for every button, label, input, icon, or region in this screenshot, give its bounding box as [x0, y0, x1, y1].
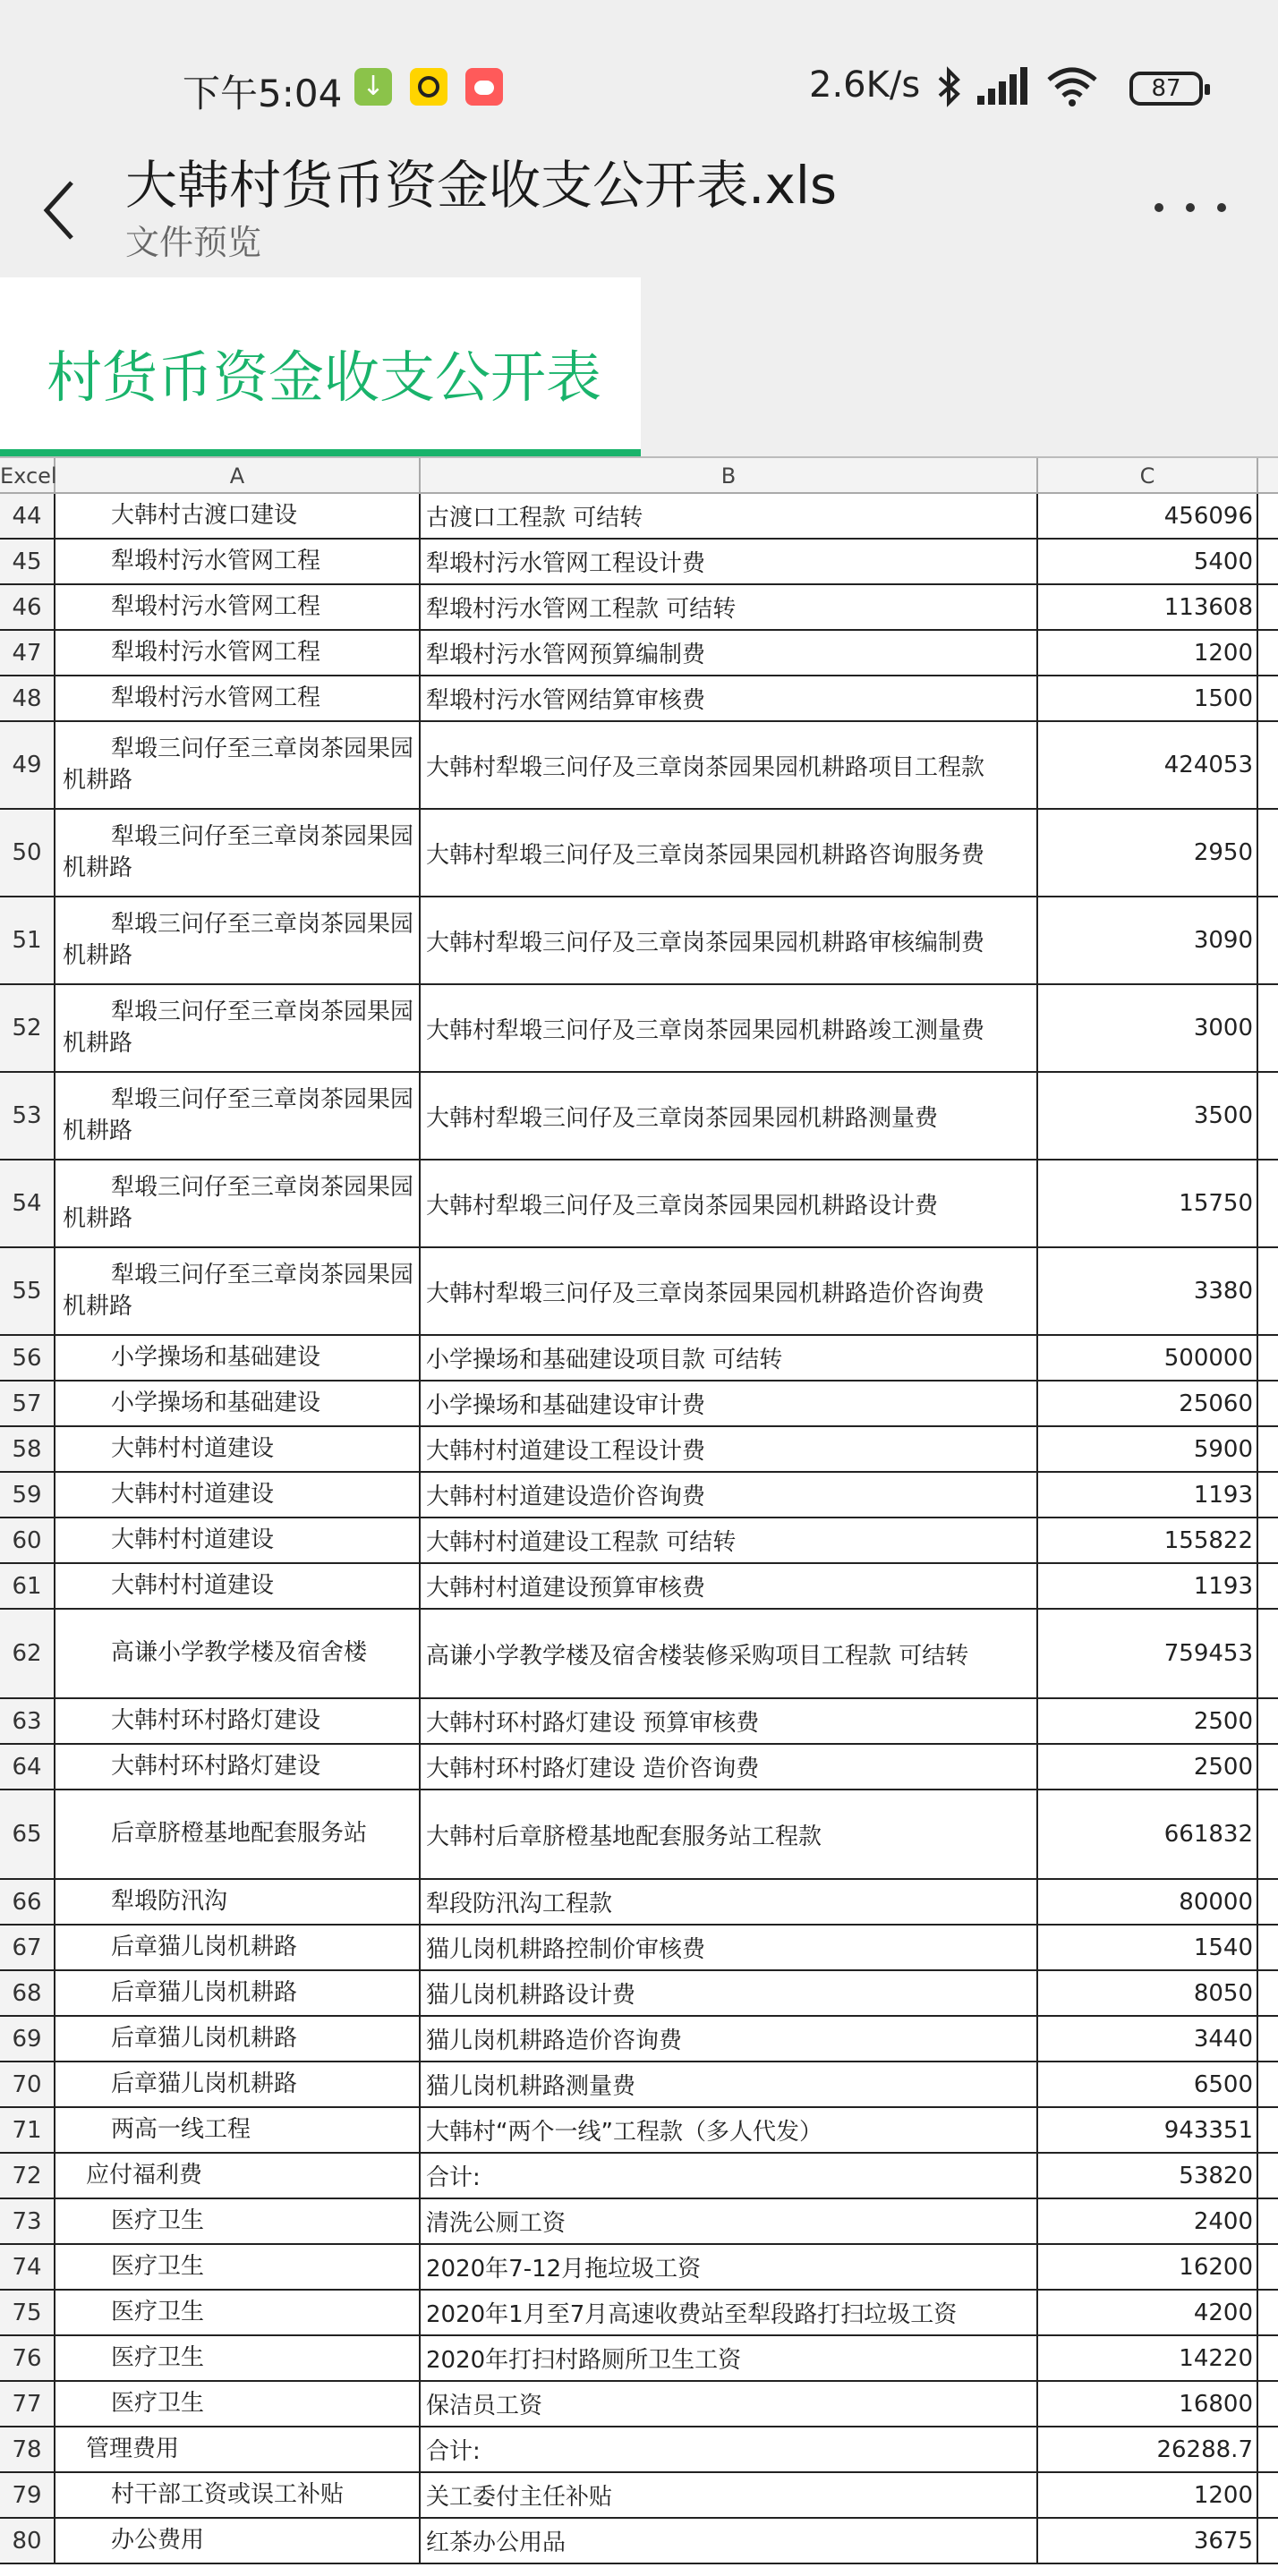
cell-b[interactable]: 大韩村村道建设造价咨询费	[421, 1473, 1038, 1517]
status-icons	[931, 64, 1099, 109]
cell-a-text: 村干部工资或误工补贴	[111, 2480, 345, 2508]
cell-a-text: 后章猫儿岗机耕路	[111, 1933, 298, 1960]
cell-c[interactable]: 3675	[1038, 2519, 1258, 2563]
cell-a[interactable]	[55, 1790, 421, 1878]
cell-a-text: 后章猫儿岗机耕路	[111, 2070, 298, 2097]
cell-a-text: 犁塅村污水管网工程	[111, 592, 321, 620]
row-number[interactable]: 50	[0, 810, 55, 896]
row-number[interactable]: 80	[0, 2519, 55, 2563]
column-header-row	[0, 456, 1278, 494]
row-number[interactable]: 64	[0, 1745, 55, 1789]
table-row[interactable]	[0, 2062, 1278, 2108]
more-options-button[interactable]	[1154, 190, 1226, 225]
status-bar	[0, 0, 1278, 143]
cell-c[interactable]: 661832	[1038, 1790, 1258, 1878]
cell-c[interactable]: 456096	[1038, 494, 1258, 538]
cell-a-text: 大韩村村道建设	[111, 1526, 275, 1553]
table-row[interactable]	[0, 810, 1278, 897]
cell-a-text: 两高一线工程	[111, 2115, 251, 2143]
table-row[interactable]	[0, 631, 1278, 676]
cell-c[interactable]: 155822	[1038, 1518, 1258, 1562]
cell-a-text: 医疗卫生	[111, 2206, 205, 2234]
cell-a[interactable]	[55, 2427, 421, 2471]
cell-a[interactable]	[55, 2154, 421, 2198]
cell-a-text: 大韩村村道建设	[111, 1571, 275, 1599]
cell-a[interactable]	[55, 1610, 421, 1697]
cell-a[interactable]	[55, 722, 421, 808]
cell-a-text: 犁塅防汛沟	[111, 1887, 228, 1915]
cell-a-text: 医疗卫生	[111, 2343, 205, 2371]
cell-a[interactable]	[55, 494, 421, 538]
table-row[interactable]	[0, 897, 1278, 985]
cell-c[interactable]: 16200	[1038, 2245, 1258, 2289]
table-row[interactable]	[0, 1473, 1278, 1518]
cell-b[interactable]: 小学操场和基础建设审计费	[421, 1382, 1038, 1425]
cell-a[interactable]	[55, 2199, 421, 2243]
more-dot-icon	[1186, 203, 1195, 212]
cell-b[interactable]: 犁塅村污水管网工程设计费	[421, 540, 1038, 583]
cell-c[interactable]: 16800	[1038, 2382, 1258, 2426]
spreadsheet-grid[interactable]	[0, 456, 1278, 2576]
column-header-c[interactable]: C	[1038, 458, 1258, 494]
cell-a[interactable]	[55, 1473, 421, 1517]
cell-b[interactable]: 大韩村犁塅三问仔及三章岗茶园果园机耕路造价咨询费	[421, 1248, 1038, 1334]
row-number[interactable]: 76	[0, 2336, 55, 2380]
cell-a[interactable]	[55, 2245, 421, 2289]
wifi-icon	[1045, 65, 1099, 108]
row-number[interactable]: 71	[0, 2108, 55, 2152]
cell-c[interactable]: 2950	[1038, 810, 1258, 896]
table-row[interactable]	[0, 1610, 1278, 1699]
cell-c[interactable]: 759453	[1038, 1610, 1258, 1697]
shopping-app-notification-icon	[465, 68, 503, 106]
table-row[interactable]	[0, 2382, 1278, 2427]
cell-a[interactable]	[55, 1073, 421, 1159]
cell-a-text: 犁塅三问仔至三章岗茶园果园机耕路	[63, 910, 414, 969]
row-number[interactable]: 51	[0, 897, 55, 983]
cell-a-text: 犁塅三问仔至三章岗茶园果园机耕路	[63, 998, 414, 1057]
cell-c[interactable]: 53820	[1038, 2154, 1258, 2198]
cell-b[interactable]: 猫儿岗机耕路测量费	[421, 2062, 1038, 2106]
table-row[interactable]	[0, 585, 1278, 631]
cell-a[interactable]	[55, 2062, 421, 2106]
cell-c[interactable]: 1540	[1038, 1926, 1258, 1969]
table-row[interactable]	[0, 985, 1278, 1073]
cell-a[interactable]	[55, 810, 421, 896]
cell-c[interactable]: 5900	[1038, 1427, 1258, 1471]
table-row[interactable]	[0, 2199, 1278, 2245]
table-row[interactable]	[0, 1427, 1278, 1473]
cell-a[interactable]	[55, 2017, 421, 2061]
row-number[interactable]: 65	[0, 1790, 55, 1878]
table-row[interactable]	[0, 540, 1278, 585]
table-row[interactable]	[0, 2017, 1278, 2062]
corner-cell: Excel	[0, 458, 55, 494]
cell-b[interactable]: 合计:	[421, 2154, 1038, 2198]
cell-a-text: 办公费用	[111, 2526, 205, 2554]
signal-icon	[976, 65, 1033, 108]
row-number[interactable]: 46	[0, 585, 55, 629]
table-row[interactable]	[0, 1564, 1278, 1610]
cell-b[interactable]: 大韩村环村路灯建设 预算审核费	[421, 1699, 1038, 1743]
row-number[interactable]: 77	[0, 2382, 55, 2426]
cell-a[interactable]	[55, 1248, 421, 1334]
row-number[interactable]: 54	[0, 1160, 55, 1246]
cell-b[interactable]: 大韩村犁塅三问仔及三章岗茶园果园机耕路测量费	[421, 1073, 1038, 1159]
column-header-d[interactable]	[1258, 458, 1278, 494]
cell-c[interactable]: 1193	[1038, 1473, 1258, 1517]
cell-b[interactable]: 猫儿岗机耕路设计费	[421, 1971, 1038, 2015]
cell-a-text: 医疗卫生	[111, 2389, 205, 2417]
cell-a[interactable]	[55, 676, 421, 720]
row-number[interactable]: 48	[0, 676, 55, 720]
row-number[interactable]: 56	[0, 1336, 55, 1380]
cell-a-text: 犁塅三问仔至三章岗茶园果园机耕路	[63, 822, 414, 881]
table-row[interactable]	[0, 2154, 1278, 2199]
table-row[interactable]	[0, 2336, 1278, 2382]
row-number[interactable]: 47	[0, 631, 55, 675]
app-bar	[0, 143, 1278, 277]
cell-a-text: 医疗卫生	[111, 2252, 205, 2280]
cell-a-text: 犁塅三问仔至三章岗茶园果园机耕路	[63, 1173, 414, 1232]
cell-c[interactable]: 5400	[1038, 540, 1258, 583]
cell-a[interactable]	[55, 1518, 421, 1562]
cell-a-text: 后章猫儿岗机耕路	[111, 1978, 298, 2006]
cell-b[interactable]: 犁段防汛沟工程款	[421, 1880, 1038, 1924]
cell-a-text: 犁塅三问仔至三章岗茶园果园机耕路	[63, 735, 414, 794]
column-header-a[interactable]: A	[55, 458, 421, 494]
table-row[interactable]	[0, 1248, 1278, 1336]
cell-c[interactable]: 500000	[1038, 1336, 1258, 1380]
cell-a[interactable]	[55, 631, 421, 675]
cell-a[interactable]	[55, 897, 421, 983]
cell-b[interactable]: 大韩村村道建设预算审核费	[421, 1564, 1038, 1608]
cell-a[interactable]	[55, 2382, 421, 2426]
cell-c[interactable]: 2500	[1038, 1699, 1258, 1743]
cell-a-text: 大韩村环村路灯建设	[111, 1752, 321, 1780]
cell-b[interactable]: 大韩村村道建设工程设计费	[421, 1427, 1038, 1471]
cell-a-text: 犁塅三问仔至三章岗茶园果园机耕路	[63, 1261, 414, 1320]
cell-a-text: 后章猫儿岗机耕路	[111, 2024, 298, 2052]
cell-b[interactable]: 大韩村犁塅三问仔及三章岗茶园果园机耕路设计费	[421, 1160, 1038, 1246]
cell-a-text: 犁塅村污水管网工程	[111, 638, 321, 666]
table-row[interactable]	[0, 1073, 1278, 1160]
cell-b[interactable]: 猫儿岗机耕路造价咨询费	[421, 2017, 1038, 2061]
cell-a-text: 犁塅三问仔至三章岗茶园果园机耕路	[63, 1085, 414, 1144]
table-row[interactable]	[0, 2291, 1278, 2336]
cell-a[interactable]	[55, 585, 421, 629]
table-row[interactable]	[0, 1790, 1278, 1880]
more-dot-icon	[1217, 203, 1226, 212]
cell-a[interactable]	[55, 1880, 421, 1924]
cell-b[interactable]: 关工委付主任补贴	[421, 2473, 1038, 2517]
cell-a[interactable]	[55, 2336, 421, 2380]
table-row[interactable]	[0, 1880, 1278, 1926]
cell-a[interactable]	[55, 1427, 421, 1471]
cell-a-text: 后章脐橙基地配套服务站	[111, 1820, 368, 1848]
cell-b[interactable]: 清洗公厕工资	[421, 2199, 1038, 2243]
table-row[interactable]	[0, 1382, 1278, 1427]
cell-c[interactable]: 14220	[1038, 2336, 1258, 2380]
cell-c[interactable]: 6500	[1038, 2062, 1258, 2106]
cell-a-text: 医疗卫生	[111, 2298, 205, 2325]
cell-b[interactable]: 大韩村犁塅三问仔及三章岗茶园果园机耕路审核编制费	[421, 897, 1038, 983]
document-subtitle: 文件预览	[125, 223, 262, 262]
table-row[interactable]	[0, 2473, 1278, 2519]
cell-c[interactable]: 3380	[1038, 1248, 1258, 1334]
row-number[interactable]: 61	[0, 1564, 55, 1608]
table-row[interactable]	[0, 1745, 1278, 1790]
sheet-tab-active[interactable]	[0, 277, 641, 456]
cell-b[interactable]: 高谦小学教学楼及宿舍楼装修采购项目工程款 可结转	[421, 1610, 1038, 1697]
table-row[interactable]	[0, 2108, 1278, 2154]
cell-c[interactable]: 8050	[1038, 1971, 1258, 2015]
cell-a[interactable]	[55, 1926, 421, 1969]
battery-icon: 87	[1129, 72, 1203, 106]
cell-c[interactable]: 2500	[1038, 1745, 1258, 1789]
cell-c[interactable]: 26288.7	[1038, 2427, 1258, 2471]
row-number[interactable]: 67	[0, 1926, 55, 1969]
cell-c[interactable]: 3090	[1038, 897, 1258, 983]
cell-c[interactable]: 113608	[1038, 585, 1258, 629]
table-row[interactable]	[0, 1160, 1278, 1248]
cell-a[interactable]	[55, 1564, 421, 1608]
table-row[interactable]	[0, 676, 1278, 722]
cell-b[interactable]: 大韩村犁塅三问仔及三章岗茶园果园机耕路竣工测量费	[421, 985, 1038, 1071]
cell-b[interactable]: 2020年7-12月拖垃圾工资	[421, 2245, 1038, 2289]
row-number[interactable]: 57	[0, 1382, 55, 1425]
cell-b[interactable]: 2020年打扫村路厕所卫生工资	[421, 2336, 1038, 2380]
row-number[interactable]: 62	[0, 1610, 55, 1697]
cell-a-text: 犁塅村污水管网工程	[111, 684, 321, 711]
cell-b[interactable]: 合计:	[421, 2427, 1038, 2471]
row-number[interactable]: 72	[0, 2154, 55, 2198]
table-row[interactable]	[0, 2427, 1278, 2473]
cell-a-text: 大韩村村道建设	[111, 1434, 275, 1462]
cell-c[interactable]: 15750	[1038, 1160, 1258, 1246]
table-row[interactable]	[0, 722, 1278, 810]
cell-b[interactable]: 保洁员工资	[421, 2382, 1038, 2426]
cell-c[interactable]: 1200	[1038, 2473, 1258, 2517]
more-dot-icon	[1154, 203, 1163, 212]
cell-a-text: 小学操场和基础建设	[111, 1343, 321, 1371]
row-number[interactable]: 79	[0, 2473, 55, 2517]
cell-b[interactable]: 大韩村环村路灯建设 造价咨询费	[421, 1745, 1038, 1789]
table-row[interactable]	[0, 1699, 1278, 1745]
cell-b[interactable]: 犁塅村污水管网结算审核费	[421, 676, 1038, 720]
cell-c[interactable]: 1200	[1038, 631, 1258, 675]
cell-a[interactable]	[55, 2519, 421, 2563]
cell-a[interactable]	[55, 540, 421, 583]
row-number[interactable]: 49	[0, 722, 55, 808]
cell-a[interactable]	[55, 2291, 421, 2334]
sheet-tab-label: 村货币资金收支公开表	[47, 344, 602, 410]
cell-a[interactable]	[55, 1699, 421, 1743]
row-number[interactable]: 73	[0, 2199, 55, 2243]
cell-b[interactable]: 猫儿岗机耕路控制价审核费	[421, 1926, 1038, 1969]
cell-c[interactable]: 943351	[1038, 2108, 1258, 2152]
cell-a[interactable]	[55, 2473, 421, 2517]
network-speed: 2.6K/s	[809, 64, 921, 106]
cell-b[interactable]: 大韩村后章脐橙基地配套服务站工程款	[421, 1790, 1038, 1878]
cell-b[interactable]: 小学操场和基础建设项目款 可结转	[421, 1336, 1038, 1380]
row-number[interactable]: 68	[0, 1971, 55, 2015]
cell-a-text: 大韩村环村路灯建设	[111, 1706, 321, 1734]
row-number[interactable]: 78	[0, 2427, 55, 2471]
cell-a-text: 高谦小学教学楼及宿舍楼	[111, 1639, 368, 1667]
table-row[interactable]	[0, 1518, 1278, 1564]
cell-c[interactable]: 2400	[1038, 2199, 1258, 2243]
column-header-b[interactable]: B	[421, 458, 1038, 494]
cell-c[interactable]: 3500	[1038, 1073, 1258, 1159]
back-arrow-icon	[41, 179, 77, 242]
table-row[interactable]	[0, 1971, 1278, 2017]
table-row[interactable]	[0, 2519, 1278, 2564]
row-number[interactable]: 70	[0, 2062, 55, 2106]
document-title: 大韩村货币资金收支公开表.xls	[125, 155, 838, 216]
table-row[interactable]	[0, 1926, 1278, 1971]
row-number[interactable]: 45	[0, 540, 55, 583]
cell-a[interactable]	[55, 985, 421, 1071]
cell-a[interactable]	[55, 1971, 421, 2015]
cell-b[interactable]: 犁塅村污水管网预算编制费	[421, 631, 1038, 675]
table-row[interactable]	[0, 2245, 1278, 2291]
download-notification-icon: ↓	[354, 68, 392, 106]
row-number[interactable]: 52	[0, 985, 55, 1071]
cell-a-text: 大韩村古渡口建设	[111, 501, 298, 529]
back-button[interactable]	[32, 170, 86, 251]
cell-c[interactable]: 4200	[1038, 2291, 1258, 2334]
cell-b[interactable]: 犁塅村污水管网工程款 可结转	[421, 585, 1038, 629]
cell-b[interactable]: 古渡口工程款 可结转	[421, 494, 1038, 538]
cell-b[interactable]: 大韩村犁塅三问仔及三章岗茶园果园机耕路咨询服务费	[421, 810, 1038, 896]
cell-b[interactable]: 红茶办公用品	[421, 2519, 1038, 2563]
cell-c[interactable]: 1500	[1038, 676, 1258, 720]
cell-c[interactable]: 80000	[1038, 1880, 1258, 1924]
cell-c[interactable]: 1193	[1038, 1564, 1258, 1608]
cell-c[interactable]: 3440	[1038, 2017, 1258, 2061]
cell-a-text: 犁塅村污水管网工程	[111, 547, 321, 574]
row-number[interactable]: 69	[0, 2017, 55, 2061]
cell-a-text: 大韩村村道建设	[111, 1480, 275, 1508]
cell-a[interactable]	[55, 1160, 421, 1246]
row-number[interactable]: 55	[0, 1248, 55, 1334]
row-number[interactable]: 66	[0, 1880, 55, 1924]
cell-c[interactable]: 3000	[1038, 985, 1258, 1071]
cell-a[interactable]	[55, 1745, 421, 1789]
cell-a[interactable]	[55, 1382, 421, 1425]
cell-a-text: 应付福利费	[86, 2161, 203, 2189]
cell-b[interactable]: 大韩村犁塅三问仔及三章岗茶园果园机耕路项目工程款	[421, 722, 1038, 808]
cell-c[interactable]: 424053	[1038, 722, 1258, 808]
cell-a-text: 管理费用	[86, 2435, 180, 2462]
row-number[interactable]: 53	[0, 1073, 55, 1159]
row-number[interactable]: 44	[0, 494, 55, 538]
row-number[interactable]: 75	[0, 2291, 55, 2334]
cell-c[interactable]: 25060	[1038, 1382, 1258, 1425]
status-time: 下午5:04	[183, 72, 343, 115]
row-number[interactable]: 74	[0, 2245, 55, 2289]
app-notification-icon	[410, 68, 447, 106]
table-row[interactable]	[0, 1336, 1278, 1382]
bluetooth-icon	[931, 65, 967, 108]
sheet-tab-bar	[0, 277, 1278, 456]
cell-a-text: 小学操场和基础建设	[111, 1389, 321, 1416]
cell-b[interactable]: 大韩村“两个一线”工程款（多人代发）	[421, 2108, 1038, 2152]
cell-b[interactable]: 大韩村村道建设工程款 可结转	[421, 1518, 1038, 1562]
row-number[interactable]: 58	[0, 1427, 55, 1471]
cell-b[interactable]: 2020年1月至7月高速收费站至犁段路打扫垃圾工资	[421, 2291, 1038, 2334]
cell-a[interactable]	[55, 2108, 421, 2152]
table-row[interactable]	[0, 494, 1278, 540]
row-number[interactable]: 59	[0, 1473, 55, 1517]
row-number[interactable]: 63	[0, 1699, 55, 1743]
cell-a[interactable]	[55, 1336, 421, 1380]
row-number[interactable]: 60	[0, 1518, 55, 1562]
